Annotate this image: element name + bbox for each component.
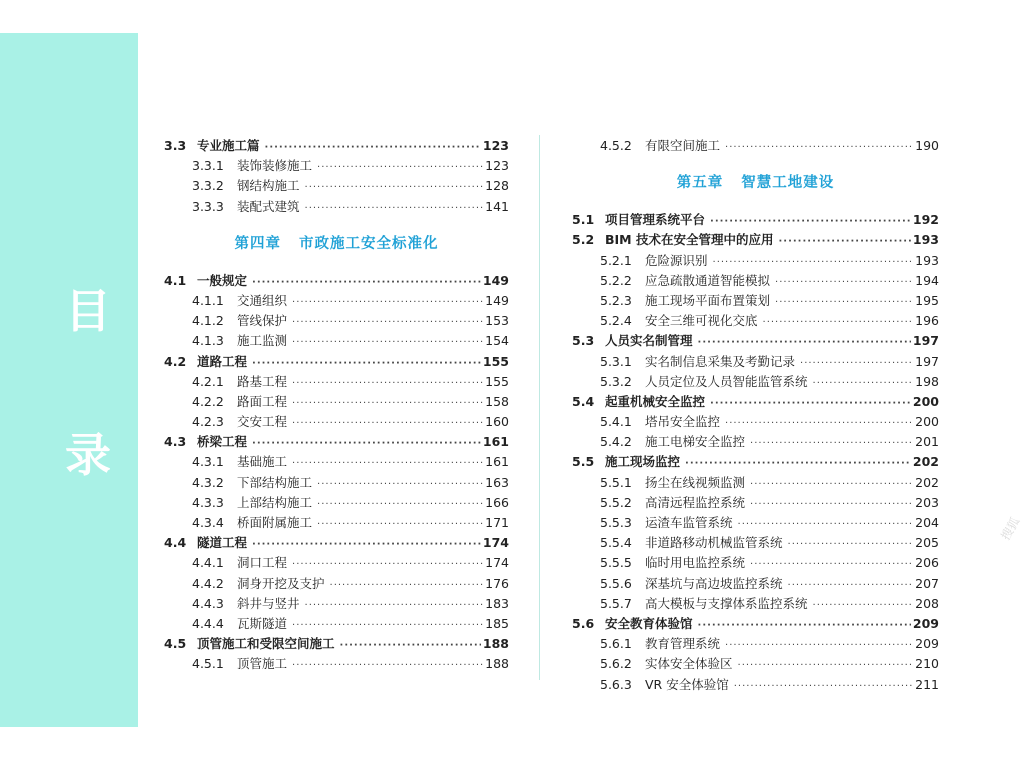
toc-leader-dots — [317, 515, 483, 535]
toc-entry-page: 202 — [912, 454, 939, 470]
toc-entry[interactable] — [164, 594, 509, 614]
toc-entry-title: 下部结构施工 — [237, 474, 313, 490]
toc-entry[interactable] — [572, 210, 939, 230]
toc-entry-page: 208 — [915, 595, 939, 611]
toc-entry-title: 斜井与竖井 — [237, 595, 300, 611]
toc-leader-dots — [292, 414, 483, 434]
toc-entry-page: 149 — [485, 292, 509, 308]
toc-entry-number: 5.4.1 — [600, 414, 632, 430]
toc-entry-title: 管线保护 — [237, 313, 288, 329]
toc-entry-number: 4.4 — [164, 535, 187, 551]
sidebar-title-char-1: 目 — [65, 284, 111, 338]
toc-entry-page: 206 — [915, 555, 939, 571]
toc-leader-dots — [813, 596, 914, 616]
toc-entry-number: 5.1 — [572, 212, 595, 228]
toc-entry-title: 深基坑与高边坡监控系统 — [645, 575, 783, 591]
chapter-title: 智慧工地建设 — [741, 175, 835, 192]
toc-entry[interactable] — [572, 251, 939, 271]
toc-entry-page: 194 — [915, 272, 939, 288]
toc-leader-dots — [292, 454, 483, 474]
toc-entry-page: 200 — [912, 393, 939, 409]
toc-entry-title: 项目管理系统平台 — [605, 212, 706, 228]
toc-entry-title: 应急疏散通道智能模拟 — [645, 272, 771, 288]
toc-entry-title: 桥梁工程 — [197, 434, 248, 450]
toc-entry-page: 123 — [482, 138, 509, 153]
toc-entry[interactable] — [164, 197, 509, 217]
toc-entry[interactable] — [572, 473, 939, 493]
toc-leader-dots — [292, 293, 483, 313]
toc-entry-number: 5.2.2 — [600, 272, 632, 288]
toc-entry-number: 4.2 — [164, 353, 187, 369]
chapter-heading-4 — [164, 217, 509, 271]
toc-entry-page: 195 — [915, 292, 939, 308]
toc-entry[interactable] — [164, 493, 509, 513]
toc-entry-page: 123 — [485, 158, 509, 174]
toc-entry-page: 209 — [915, 636, 939, 652]
toc-leader-dots — [292, 394, 483, 414]
toc-leader-dots — [750, 495, 913, 515]
toc-leader-dots — [292, 616, 483, 636]
toc-entry-page: 154 — [485, 333, 509, 349]
toc-entry-page: 174 — [482, 535, 509, 551]
toc-leader-dots — [292, 656, 483, 676]
toc-leader-dots — [330, 576, 484, 596]
toc-entry-number: 4.4.1 — [192, 555, 224, 571]
toc-right-column — [572, 136, 939, 695]
toc-entry-title: 施工现场监控 — [605, 454, 681, 470]
toc-entry[interactable] — [572, 452, 939, 472]
toc-entry[interactable] — [164, 473, 509, 493]
toc-entry-page: 202 — [915, 474, 939, 490]
toc-entry[interactable] — [572, 311, 939, 331]
toc-entry[interactable] — [164, 513, 509, 533]
toc-leader-dots — [698, 616, 911, 636]
toc-top-rows — [572, 136, 939, 156]
toc-entry[interactable] — [572, 654, 939, 674]
toc-entry-page: 158 — [485, 393, 509, 409]
toc-entry-number: 4.3.4 — [192, 515, 224, 530]
toc-entry[interactable] — [164, 574, 509, 594]
toc-entry-number: 5.3.2 — [600, 373, 632, 389]
toc-top-rows — [164, 136, 509, 217]
toc-entry[interactable] — [572, 513, 939, 533]
toc-leader-dots — [265, 138, 481, 158]
toc-entry-number: 4.3.1 — [192, 454, 224, 470]
toc-entry-page: 153 — [485, 313, 509, 329]
toc-entry[interactable] — [164, 412, 509, 432]
toc-entry-page: 200 — [915, 414, 939, 430]
toc-entry-title: 施工电梯安全监控 — [645, 434, 746, 450]
chapter-number: 第五章 — [676, 175, 724, 192]
toc-entry-page: 160 — [485, 414, 509, 430]
toc-entry-number: 5.5 — [572, 454, 595, 470]
toc-entry-title: 高大模板与支撑体系监控系统 — [645, 595, 808, 611]
toc-entry-number: 5.3 — [572, 333, 595, 349]
toc-entry-title: 实名制信息采集及考勤记录 — [645, 353, 796, 369]
toc-entry-number: 5.4 — [572, 393, 595, 409]
toc-entry-number: 5.5.2 — [600, 494, 632, 510]
toc-entry[interactable] — [164, 352, 509, 372]
chapter-heading-5 — [572, 156, 939, 210]
toc-entry-number: 5.5.5 — [600, 555, 632, 571]
toc-entry[interactable] — [164, 136, 509, 156]
toc-entry-number: 5.3.1 — [600, 353, 632, 369]
toc-entry-title: 运渣车监管系统 — [645, 515, 733, 530]
toc-entry-number: 5.6.3 — [600, 676, 632, 692]
toc-entry-page: 155 — [482, 353, 509, 369]
toc-entry-page: 210 — [915, 656, 939, 672]
toc-entry[interactable] — [572, 594, 939, 614]
toc-entry-page: 163 — [485, 474, 509, 490]
toc-entry-page: 188 — [485, 656, 509, 672]
toc-entry-number: 3.3 — [164, 138, 187, 153]
toc-leader-dots — [317, 158, 483, 178]
toc-entry-page: 171 — [485, 515, 509, 530]
toc-entry-number: 5.6.1 — [600, 636, 632, 652]
toc-entry-title: 塔吊安全监控 — [645, 414, 721, 430]
toc-entry[interactable] — [164, 372, 509, 392]
chapter-number: 第四章 — [234, 235, 281, 252]
toc-entry-title: VR 安全体验馆 — [645, 676, 729, 692]
toc-entry-page: 203 — [915, 494, 939, 510]
toc-entry-page: 155 — [485, 373, 509, 389]
toc-entry-title: 交安工程 — [237, 414, 288, 430]
toc-entry-number: 5.2.3 — [600, 292, 632, 308]
toc-leader-dots — [292, 313, 483, 333]
toc-entry-title: 洞身开挖及支护 — [237, 575, 325, 591]
toc-leader-dots — [292, 333, 483, 353]
toc-entry-title: 起重机械安全监控 — [605, 393, 706, 409]
toc-leader-dots — [738, 515, 914, 535]
sidebar-title-char-2: 录 — [65, 428, 111, 482]
toc-entry-title: 瓦斯隧道 — [237, 615, 288, 631]
toc-leader-dots — [788, 535, 914, 555]
toc-leader-dots — [317, 495, 483, 515]
toc-leader-dots — [713, 253, 914, 273]
toc-leader-dots — [252, 535, 481, 555]
toc-entry-page: 183 — [485, 595, 509, 611]
toc-leader-dots — [725, 414, 913, 434]
toc-entry-title: 道路工程 — [197, 353, 248, 369]
toc-entry-title: 一般规定 — [197, 272, 248, 288]
toc-entry-page: 188 — [482, 636, 509, 652]
toc-entry-number: 3.3.2 — [192, 178, 224, 194]
toc-entry-title: 非道路移动机械监管系统 — [645, 535, 783, 551]
toc-entry-title: 路面工程 — [237, 393, 288, 409]
toc-entry-number: 4.2.1 — [192, 373, 224, 389]
toc-entry-title: 人员实名制管理 — [605, 333, 693, 349]
toc-entry-number: 4.1.3 — [192, 333, 224, 349]
toc-entry-title: 安全教育体验馆 — [605, 615, 693, 631]
toc-leader-dots — [305, 199, 484, 219]
toc-entry[interactable] — [572, 136, 939, 156]
toc-entry-page: 190 — [915, 138, 939, 153]
toc-leader-dots — [252, 273, 481, 293]
toc-entry-number: 4.5.1 — [192, 656, 224, 672]
toc-entry-number: 4.4.3 — [192, 595, 224, 611]
toc-entry[interactable] — [164, 533, 509, 553]
toc-entry-number: 4.2.3 — [192, 414, 224, 430]
toc-entry-page: 204 — [915, 515, 939, 530]
toc-entry[interactable] — [572, 331, 939, 351]
toc-entry[interactable] — [572, 675, 939, 695]
toc-entry-title: 桥面附属施工 — [237, 515, 313, 530]
toc-entry-number: 5.6 — [572, 615, 595, 631]
toc-entry[interactable] — [572, 230, 939, 250]
toc-entry[interactable] — [164, 271, 509, 291]
chapter-title: 市政施工安全标准化 — [299, 235, 439, 252]
watermark: 搜狐 — [998, 514, 1023, 543]
toc-entry[interactable] — [572, 493, 939, 513]
toc-entry-title: 扬尘在线视频监测 — [645, 474, 746, 490]
toc-entry-page: 176 — [485, 575, 509, 591]
toc-entry[interactable] — [572, 614, 939, 634]
toc-entry-number: 4.5 — [164, 636, 187, 652]
toc-entry-number: 4.4.4 — [192, 615, 224, 631]
toc-entry-page: 166 — [485, 494, 509, 510]
toc-entry-title: 专业施工篇 — [197, 138, 260, 153]
toc-entry-title: 教育管理系统 — [645, 636, 721, 652]
toc-leader-dots — [725, 138, 913, 158]
toc-entry-number: 3.3.3 — [192, 198, 224, 214]
toc-entry-number: 4.3.2 — [192, 474, 224, 490]
toc-entry[interactable] — [164, 614, 509, 634]
toc-rows — [572, 210, 939, 695]
toc-entry-title: 施工现场平面布置策划 — [645, 292, 771, 308]
toc-leader-dots — [775, 293, 913, 313]
toc-leader-dots — [738, 656, 914, 676]
toc-entry-number: 5.5.7 — [600, 595, 632, 611]
toc-entry-title: 基础施工 — [237, 454, 288, 470]
toc-entry-page: 209 — [912, 615, 939, 631]
toc-leader-dots — [710, 212, 911, 232]
toc-entry[interactable] — [572, 634, 939, 654]
toc-entry-title: 顶管施工和受限空间施工 — [197, 636, 335, 652]
toc-entry[interactable] — [572, 412, 939, 432]
toc-leader-dots — [813, 374, 914, 394]
toc-entry[interactable] — [572, 291, 939, 311]
toc-leader-dots — [734, 677, 913, 697]
toc-rows — [164, 271, 509, 675]
toc-entry-number: 4.4.2 — [192, 575, 224, 591]
toc-entry-page: 207 — [915, 575, 939, 591]
toc-entry-number: 4.1 — [164, 272, 187, 288]
toc-entry-page: 193 — [915, 252, 939, 268]
toc-entry[interactable] — [164, 654, 509, 674]
toc-leader-dots — [317, 475, 483, 495]
toc-entry-page: 196 — [915, 313, 939, 329]
toc-entry-page: 192 — [912, 212, 939, 228]
toc-entry-title: 装配式建筑 — [237, 198, 300, 214]
toc-entry-title: 人员定位及人员智能监管系统 — [645, 373, 808, 389]
toc-entry-page: 161 — [485, 454, 509, 470]
toc-entry-page: 193 — [912, 232, 939, 248]
toc-leader-dots — [710, 394, 911, 414]
toc-leader-dots — [698, 333, 911, 353]
toc-entry[interactable] — [572, 271, 939, 291]
column-divider — [539, 135, 540, 680]
toc-entry-title: 上部结构施工 — [237, 494, 313, 510]
toc-entry-page: 197 — [912, 333, 939, 349]
toc-entry[interactable] — [164, 331, 509, 351]
toc-entry[interactable] — [164, 291, 509, 311]
toc-entry[interactable] — [572, 432, 939, 452]
toc-leader-dots — [305, 178, 484, 198]
toc-leader-dots — [292, 555, 483, 575]
toc-leader-dots — [292, 374, 483, 394]
toc-entry-number: 5.2 — [572, 232, 595, 248]
toc-entry-number: 5.2.4 — [600, 313, 632, 329]
toc-entry[interactable] — [164, 392, 509, 412]
toc-leader-dots — [252, 434, 481, 454]
toc-leader-dots — [750, 434, 913, 454]
toc-entry-number: 4.5.2 — [600, 138, 632, 153]
toc-leader-dots — [778, 232, 910, 252]
toc-entry-page: 201 — [915, 434, 939, 450]
toc-entry-number: 3.3.1 — [192, 158, 224, 174]
toc-entry-number: 4.1.1 — [192, 292, 224, 308]
toc-entry-page: 198 — [915, 373, 939, 389]
toc-entry[interactable] — [164, 452, 509, 472]
sidebar-band — [0, 33, 138, 727]
toc-entry[interactable] — [572, 533, 939, 553]
toc-entry-number: 5.4.2 — [600, 434, 632, 450]
toc-entry-title: 安全三维可视化交底 — [645, 313, 758, 329]
toc-entry-page: 205 — [915, 535, 939, 551]
toc-entry[interactable] — [572, 553, 939, 573]
toc-entry-title: 洞口工程 — [237, 555, 288, 571]
toc-entry-page: 197 — [915, 353, 939, 369]
toc-entry[interactable] — [164, 311, 509, 331]
toc-left-column — [164, 136, 509, 675]
toc-entry-title: 装饰装修施工 — [237, 158, 313, 174]
toc-leader-dots — [685, 454, 911, 474]
toc-entry-title: 隧道工程 — [197, 535, 248, 551]
toc-entry-number: 5.5.1 — [600, 474, 632, 490]
toc-entry-number: 4.1.2 — [192, 313, 224, 329]
toc-leader-dots — [252, 354, 481, 374]
toc-entry-title: 实体安全体验区 — [645, 656, 733, 672]
toc-entry[interactable] — [164, 156, 509, 176]
toc-entry-title: 路基工程 — [237, 373, 288, 389]
toc-entry-number: 4.3.3 — [192, 494, 224, 510]
toc-entry-page: 149 — [482, 272, 509, 288]
toc-entry[interactable] — [572, 372, 939, 392]
toc-leader-dots — [775, 273, 913, 293]
toc-entry-title: 交通组织 — [237, 292, 288, 308]
toc-entry-title: 高清远程监控系统 — [645, 494, 746, 510]
toc-entry-title: 钢结构施工 — [237, 178, 300, 194]
toc-entry[interactable] — [572, 574, 939, 594]
toc-entry[interactable] — [164, 634, 509, 654]
toc-entry-title: 危险源识别 — [645, 252, 708, 268]
toc-entry-number: 5.5.6 — [600, 575, 632, 591]
toc-leader-dots — [305, 596, 484, 616]
toc-entry-number: 4.3 — [164, 434, 187, 450]
toc-entry-page: 141 — [485, 198, 509, 214]
toc-leader-dots — [750, 555, 913, 575]
toc-entry-title: 施工监测 — [237, 333, 288, 349]
toc-entry-page: 128 — [485, 178, 509, 194]
toc-leader-dots — [763, 313, 914, 333]
toc-entry[interactable] — [164, 432, 509, 452]
toc-entry-page: 174 — [485, 555, 509, 571]
toc-leader-dots — [340, 636, 481, 656]
toc-entry-number: 5.5.4 — [600, 535, 632, 551]
toc-entry-number: 4.2.2 — [192, 393, 224, 409]
toc-entry-title: 临时用电监控系统 — [645, 555, 746, 571]
toc-entry-number: 5.5.3 — [600, 515, 632, 530]
toc-entry-title: BIM 技术在安全管理中的应用 — [605, 232, 774, 248]
toc-entry-title: 顶管施工 — [237, 656, 288, 672]
toc-leader-dots — [788, 576, 914, 596]
toc-leader-dots — [725, 636, 913, 656]
toc-entry[interactable] — [572, 392, 939, 412]
toc-entry[interactable] — [164, 176, 509, 196]
toc-entry-page: 185 — [485, 615, 509, 631]
toc-entry-number: 5.2.1 — [600, 252, 632, 268]
toc-leader-dots — [750, 475, 913, 495]
toc-entry[interactable] — [164, 553, 509, 573]
toc-entry-page: 161 — [482, 434, 509, 450]
toc-entry[interactable] — [572, 352, 939, 372]
toc-entry-title: 有限空间施工 — [645, 138, 721, 153]
toc-leader-dots — [800, 354, 913, 374]
toc-entry-number: 5.6.2 — [600, 656, 632, 672]
toc-entry-page: 211 — [915, 676, 939, 692]
